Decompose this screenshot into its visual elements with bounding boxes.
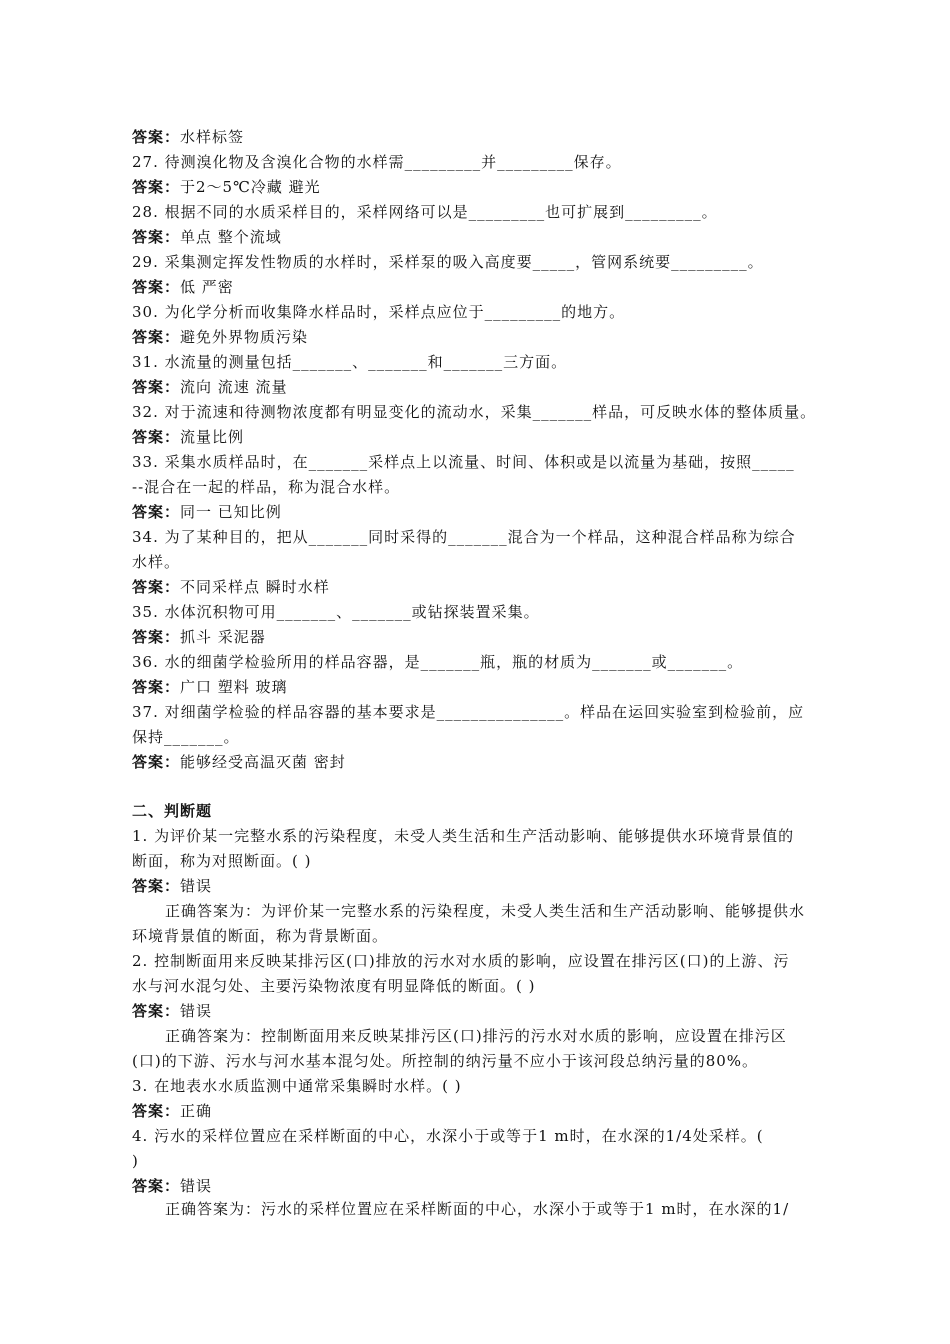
- question-line: 30. 为化学分析而收集降水样品时，采样点应位于_________的地方。: [132, 303, 626, 321]
- answer-line: [132, 1000, 212, 1022]
- answer-label: 答案：: [132, 378, 181, 396]
- answer-line: [132, 1100, 212, 1122]
- answer-line: [132, 626, 266, 648]
- answer-line: [132, 226, 282, 248]
- question-line: (口)的下游、污水与河水基本混匀处。所控制的纳污量不应小于该河段总纳污量的80%。: [132, 1052, 759, 1070]
- question-line: 环境背景值的断面，称为背景断面。: [132, 927, 389, 945]
- answer-line: [132, 576, 330, 598]
- answer-text: 低 严密: [180, 278, 234, 296]
- question-line: 4. 污水的采样位置应在采样断面的中心，水深小于或等于1 m时，在水深的1/4处采样。(: [132, 1127, 764, 1145]
- answer-text: 流向 流速 流量: [180, 378, 288, 396]
- answer-text: 避免外界物质污染: [180, 328, 309, 346]
- answer-line: [132, 751, 346, 773]
- answer-label: 答案：: [132, 1177, 181, 1195]
- answer-text: 水样标签: [180, 128, 245, 146]
- answer-label: 答案：: [132, 278, 181, 296]
- question-line: 正确答案为：控制断面用来反映某排污区(口)排污的污水对水质的影响，应设置在排污区: [165, 1027, 787, 1045]
- question-line: 34. 为了某种目的，把从_______同时采得的_______混合为一个样品，这种混合样品称为综合: [132, 528, 796, 546]
- answer-label: 答案：: [132, 1002, 181, 1020]
- answer-label: 答案：: [132, 178, 181, 196]
- question-line: 37. 对细菌学检验的样品容器的基本要求是_______________。样品在运回实验室到检验前，应: [132, 703, 805, 721]
- answer-line: [132, 376, 288, 398]
- answer-line: [132, 176, 321, 198]
- question-line: 3. 在地表水水质监测中通常采集瞬时水样。( ): [132, 1077, 462, 1095]
- answer-text: 不同采样点 瞬时水样: [180, 578, 330, 596]
- answer-label: 答案：: [132, 1102, 181, 1120]
- answer-text: 广口 塑料 玻璃: [180, 678, 288, 696]
- question-line: 33. 采集水质样品时，在_______采样点上以流量、时间、体积或是以流量为基础，按照_____: [132, 453, 795, 471]
- question-line: 29. 采集测定挥发性物质的水样时，采样泵的吸入高度要_____，管网系统要_________。: [132, 253, 764, 271]
- question-line: 断面，称为对照断面。( ): [132, 852, 312, 870]
- answer-label: 答案：: [132, 228, 181, 246]
- answer-label: 答案：: [132, 628, 181, 646]
- answer-line: [132, 426, 244, 448]
- answer-text: 能够经受高温灭菌 密封: [180, 753, 346, 771]
- question-line: --混合在一起的样品，称为混合水样。: [132, 478, 401, 496]
- answer-line: [132, 676, 288, 698]
- question-line: 正确答案为：为评价某一完整水系的污染程度，未受人类生活和生产活动影响、能够提供水: [165, 902, 806, 920]
- answer-label: 答案：: [132, 678, 181, 696]
- question-line: 36. 水的细菌学检验所用的样品容器，是_______瓶，瓶的材质为_______或_______。: [132, 653, 744, 671]
- question-line: 32. 对于流速和待测物浓度都有明显变化的流动水，采集_______样品，可反映水体的整体质量。: [132, 403, 817, 421]
- section-heading: 二、判断题: [132, 802, 213, 820]
- answer-text: 流量比例: [180, 428, 245, 446]
- question-line: 保持_______。: [132, 728, 240, 746]
- answer-text: 错误: [180, 1002, 213, 1020]
- question-line: 水样。: [132, 553, 181, 571]
- answer-line: [132, 875, 212, 897]
- answer-line: [132, 326, 308, 348]
- answer-line: [132, 126, 244, 148]
- answer-text: 于2～5℃冷藏 避光: [180, 178, 321, 196]
- answer-text: 错误: [180, 1177, 213, 1195]
- answer-text: 同一 已知比例: [180, 503, 282, 521]
- answer-line: [132, 1175, 212, 1197]
- answer-line: [132, 501, 282, 523]
- answer-text: 抓斗 采泥器: [180, 628, 266, 646]
- question-line: 27. 待测溴化物及含溴化合物的水样需_________并_________保存。: [132, 153, 622, 171]
- question-line: ): [132, 1152, 139, 1170]
- question-line: 2. 控制断面用来反映某排污区(口)排放的污水对水质的影响，应设置在排污区(口)的上游、污: [132, 952, 790, 970]
- answer-label: 答案：: [132, 428, 181, 446]
- question-line: 正确答案为：污水的采样位置应在采样断面的中心，水深小于或等于1 m时，在水深的1/: [165, 1200, 790, 1218]
- answer-line: [132, 276, 234, 298]
- question-line: 31. 水流量的测量包括_______、_______和_______三方面。: [132, 353, 568, 371]
- answer-label: 答案：: [132, 328, 181, 346]
- answer-label: 答案：: [132, 578, 181, 596]
- question-line: 35. 水体沉积物可用_______、_______或钻探装置采集。: [132, 603, 540, 621]
- question-line: 28. 根据不同的水质采样目的，采样网络可以是_________也可扩展到_________。: [132, 203, 718, 221]
- answer-label: 答案：: [132, 753, 181, 771]
- answer-label: 答案：: [132, 503, 181, 521]
- answer-label: 答案：: [132, 128, 181, 146]
- answer-text: 正确: [180, 1102, 213, 1120]
- answer-label: 答案：: [132, 877, 181, 895]
- answer-text: 错误: [180, 877, 213, 895]
- question-line: 1. 为评价某一完整水系的污染程度，未受人类生活和生产活动影响、能够提供水环境背景值的: [132, 827, 795, 845]
- answer-text: 单点 整个流域: [180, 228, 282, 246]
- question-line: 水与河水混匀处、主要污染物浓度有明显降低的断面。( ): [132, 977, 536, 995]
